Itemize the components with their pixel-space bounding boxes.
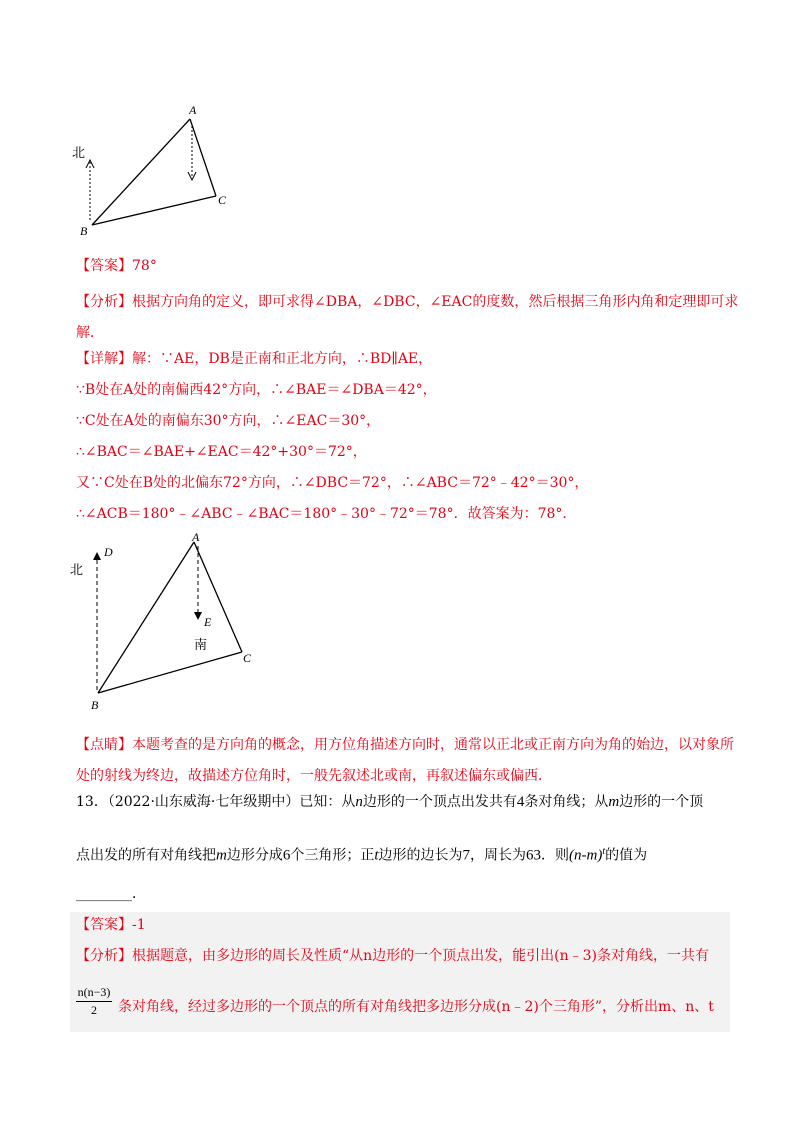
figure-2 [70, 528, 270, 713]
vertex-c-label-2: C [243, 651, 252, 665]
detail-line-4: ∴∠BAC＝∠BAE+∠EAC＝42°+30°＝72°， [76, 444, 367, 460]
fraction-denominator: 2 [91, 1003, 97, 1017]
q13-text-3: 条对角线；从 [524, 794, 609, 810]
q13-text-5: 点出发的所有对角线把 [76, 847, 216, 864]
point-e-label: E [204, 615, 212, 629]
comment: 【点睛】本题考查的是方向角的概念，用方位角描述方向时，通常以正北或正南方向为角的始边，以对象所处的射线为终边，故描述方位角时，一般先叙述北或南，再叙述偏东或偏西． [76, 737, 734, 784]
q13-exponent: t [602, 846, 606, 857]
q13-text-4: 边形的一个顶 [619, 794, 704, 810]
q13-text-11: 的值为 [605, 847, 648, 864]
north-label-2: 北 [70, 563, 84, 578]
q13-text-9: ，周长为 [470, 847, 527, 864]
q13-num-6: 6 [282, 847, 291, 864]
q13-var-n: n [355, 794, 363, 810]
question-13-line-1 [76, 790, 740, 814]
figure-1 [70, 100, 250, 240]
analysis-2-line-1: 【分析】根据题意，由多边形的周长及性质“从n边形的一个顶点出发，能引出(n﹣3)条对角线，一共有 [76, 948, 710, 964]
q13-var-t: t [374, 847, 379, 864]
question-13-line-2 [76, 840, 740, 868]
answer-2: 【答案】-1 [76, 917, 146, 933]
analysis-1: 【分析】根据方向角的定义，即可求得∠DBA，∠DBC，∠EAC的度数，然后根据三角形内角和定理即可求解． [76, 294, 739, 341]
q13-var-m-2: m [216, 847, 227, 864]
vertex-a-label-2: A [192, 530, 200, 544]
q13-var-m: m [608, 794, 620, 810]
south-label: 南 [194, 638, 208, 653]
q13-num-7: 7 [462, 847, 471, 864]
q13-num-63: 63 [526, 847, 542, 864]
vertex-a-label: A [189, 103, 197, 117]
fraction [76, 985, 112, 1018]
q13-text-1: 13．（2022·山东威海·七年级期中）已知：从 [76, 794, 356, 810]
detail-line-6: ∴∠ACB＝180°﹣∠ABC﹣∠BAC＝180°﹣30°﹣72°＝78°．故答案为：78°． [76, 506, 577, 522]
point-d-label: D [104, 545, 113, 559]
vertex-c-label: C [218, 193, 227, 207]
analysis-2-line-2: 条对角线，经过多边形的一个顶点的所有对角线把多边形分成(n﹣2)个三角形”，分析出m、n、t [118, 999, 714, 1015]
q13-text-10: ．则 [541, 847, 570, 864]
q13-text-7: 个三角形；正 [290, 847, 375, 864]
q13-text-2: 边形的一个顶点出发共有 [362, 794, 517, 810]
q13-expr: (n-m) [569, 847, 603, 864]
q13-num-4: 4 [516, 794, 525, 810]
fraction-numerator: n(n−3) [76, 985, 112, 1002]
detail-line-2: ∵B处在A处的南偏西42°方向，∴∠BAE＝∠DBA＝42°， [76, 382, 437, 398]
q13-text-8: 边形的边长为 [378, 847, 463, 864]
answer-1: 【答案】78° [76, 258, 157, 274]
detail-line-3: ∵C处在A处的南偏东30°方向，∴∠EAC＝30°， [76, 413, 381, 429]
north-label: 北 [72, 146, 86, 161]
detail-line-5: 又∵C处在B处的北偏东72°方向，∴∠DBC＝72°，∴∠ABC＝72°﹣42°＝30°， [76, 475, 589, 491]
question-13-blank: ________． [76, 886, 146, 902]
vertex-b-label: B [80, 224, 88, 238]
detail-line-1: 【详解】解：∵AE，DB是正南和正北方向，∴BD∥AE， [76, 351, 433, 367]
vertex-b-label-2: B [91, 698, 99, 712]
q13-text-6: 边形分成 [226, 847, 283, 864]
